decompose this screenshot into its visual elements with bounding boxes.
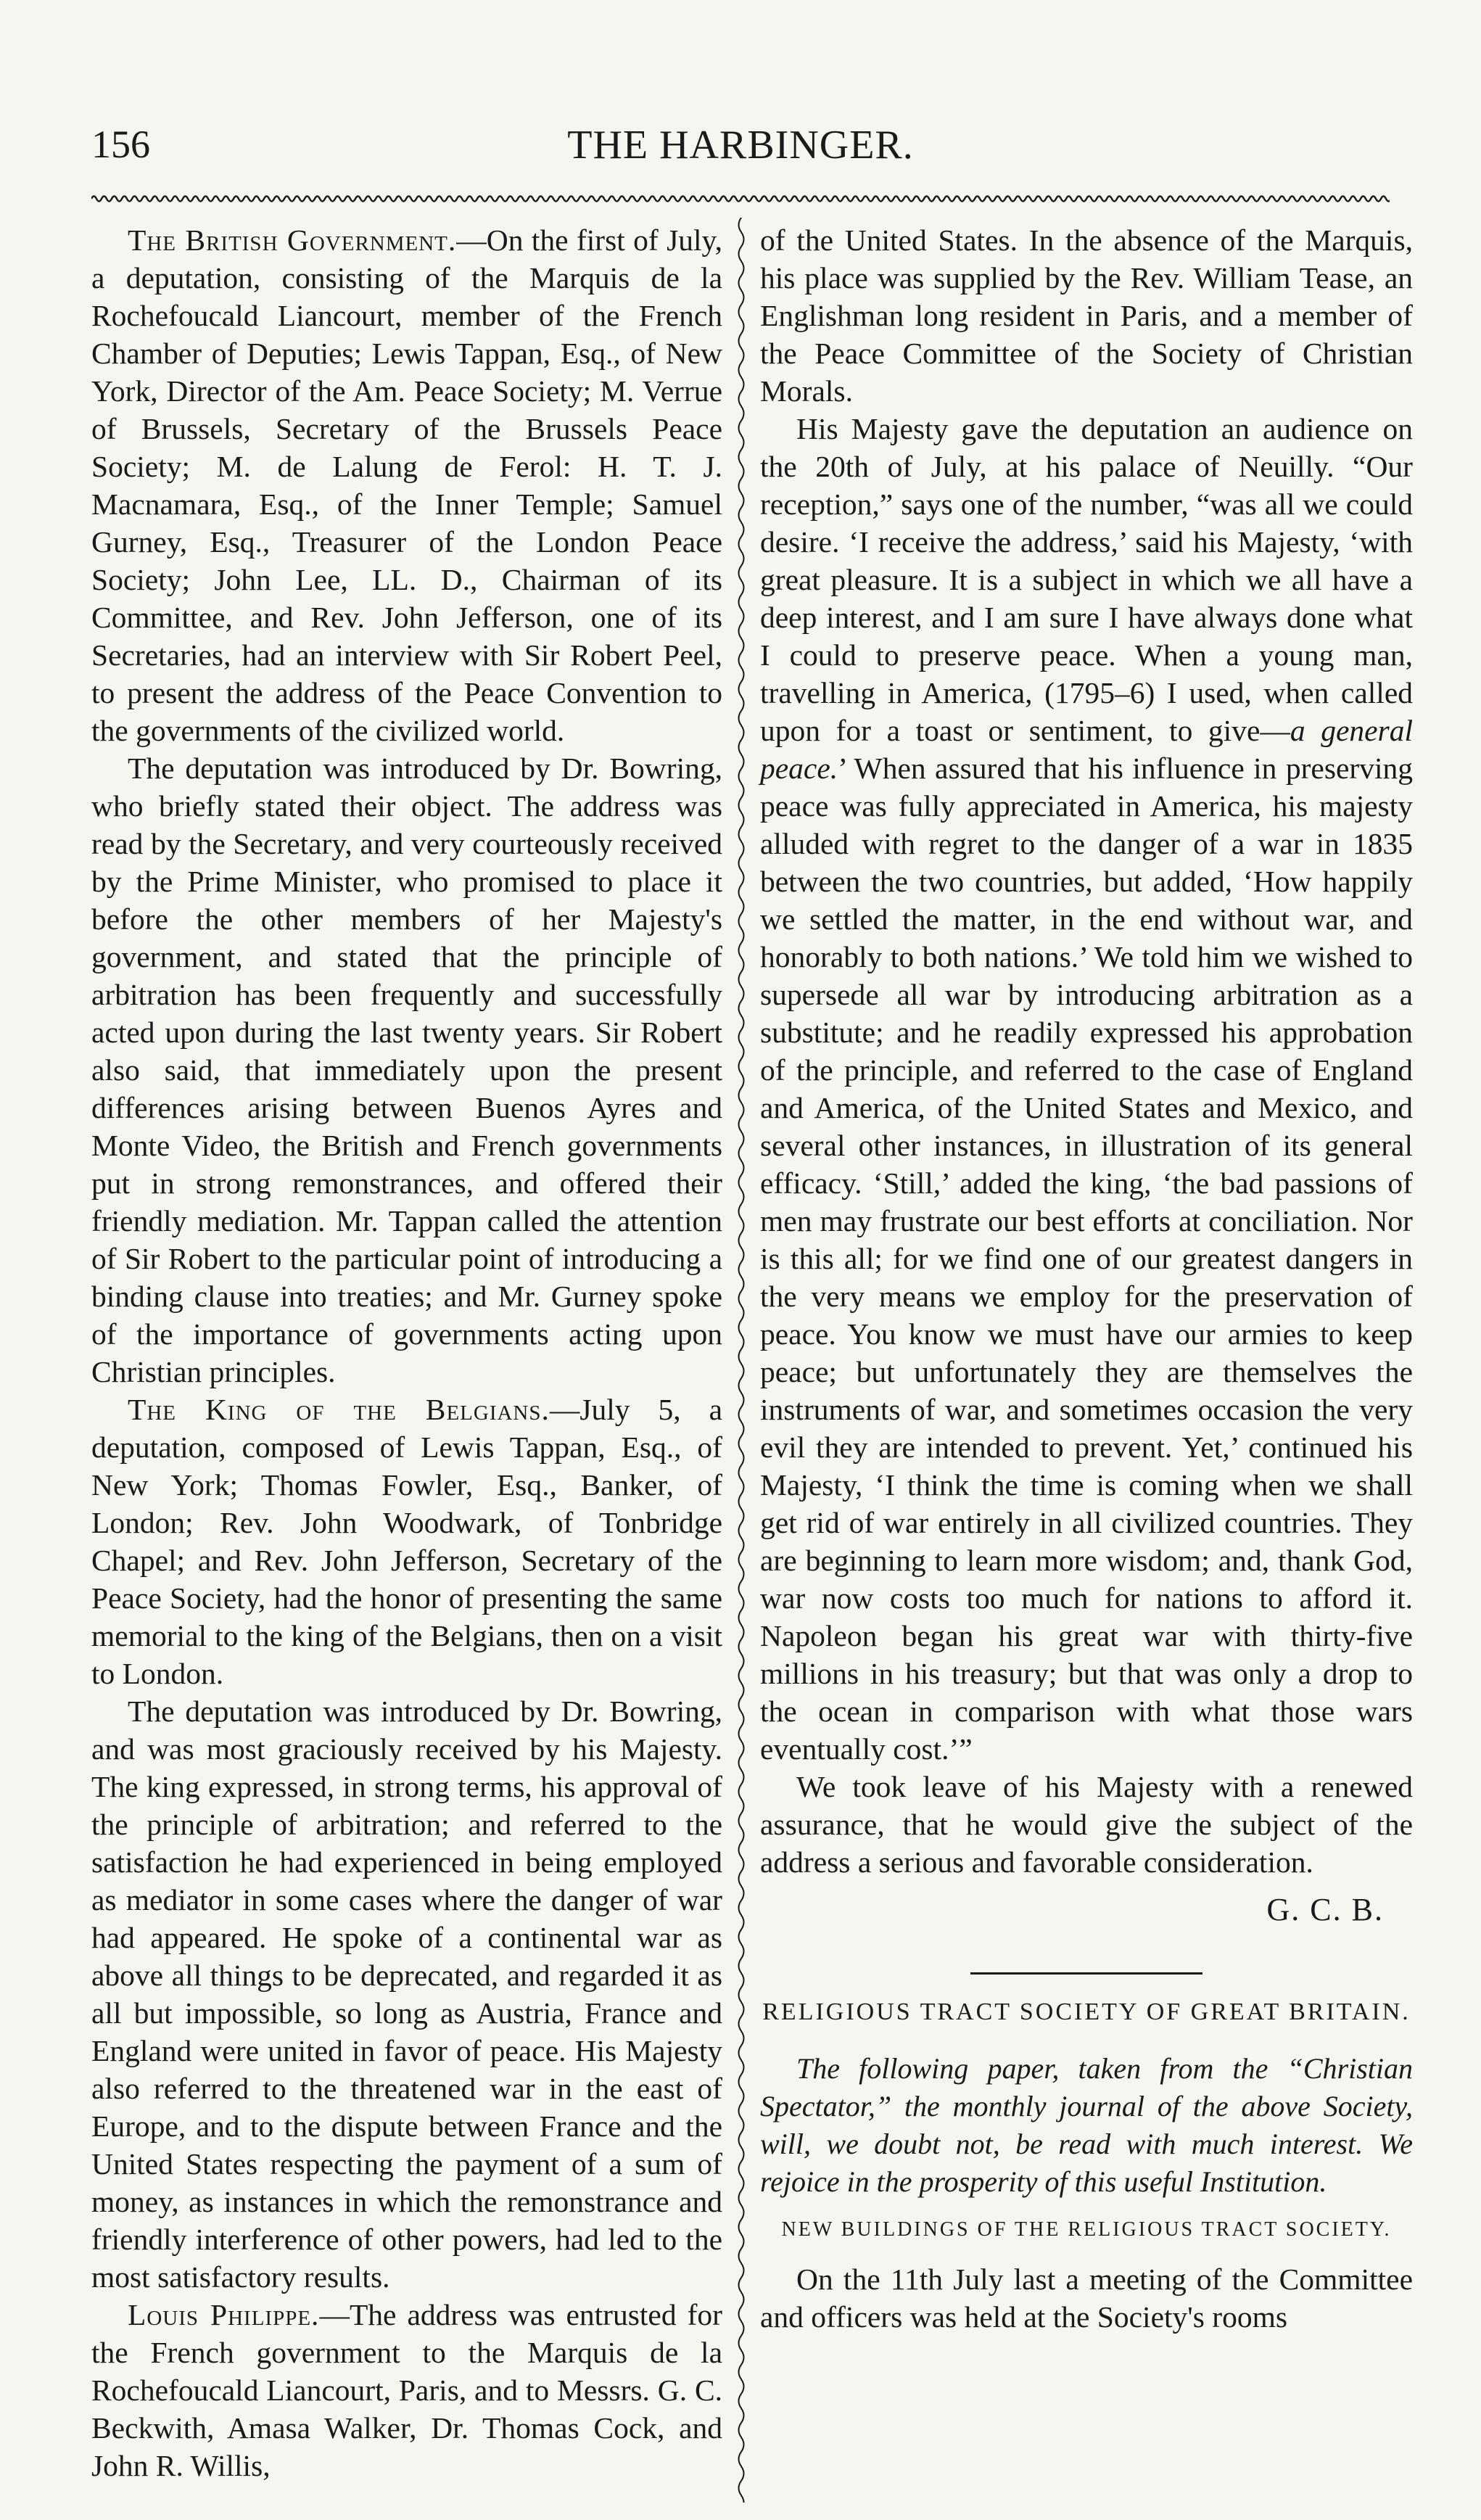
paragraph-meeting: On the 11th July last a meeting of the Committee and officers was held at the Society's rooms (760, 2262, 1413, 2334)
paragraph-text: —July 5, a deputation, composed of Lewis Tappan, Esq., of New York; Thomas Fowler, Esq., Banker, of London; Rev. John Woodwark, of Tonbridge Chapel; and Rev. John Jefferson, Secretary of the Peace Society, had the honor of presenting the same memorial to the king of the Belgians, then on a visit to London. (91, 1393, 723, 1690)
paragraph-deputation-king: The deputation was introduced by Dr. Bowring, and was most graciously received by his Majesty. The king expressed, in strong terms, his approval of the principle of arbitration; and referred to the satisfaction he had experienced in being employed as mediator in some cases where the danger of war had appeared. He spoke of a continental war as above all things to be deprecated, and regarded it as all but impossible, so long as Austria, France and England were united in favor of peace. His Majesty also referred to the threatened war in the east of Europe, and to the dispute between France and the United States respecting the payment of a sum of money, as instances in which the remonstrance and friendly interference of other powers, had led to the most satisfactory results. (91, 1695, 722, 2294)
sub-heading: NEW BUILDINGS OF THE RELIGIOUS TRACT SOCIETY. (781, 2218, 1392, 2241)
header-wavy-rule (91, 190, 1390, 207)
section-lead-british-government: The British Government. (128, 223, 457, 257)
paragraph-text: ’ When assured that his influence in preserving peace was fully appreciated in America, his majesty alluded with regret to the danger of a war in 1835 between the two countries, but added, ‘How happily we settled the matter, in the end without war, and honorably to both nations.’ We told him we wished to supersede all war by introducing arbitration as a substitute; and he readily expressed his approbation of the principle, and referred to the case of England and America, of the United States and Mexico, and several other instances, in illustration of its general efficacy. ‘Still,’ added the king, ‘the bad passions of men may frustrate our best efforts at conciliation. Nor is this all; for we find one of our greatest dangers in the very means we employ for the preservation of peace. You know we must have our armies to keep peace; but unfortunately they are themselves the instruments of war, and sometimes occasion the very evil they are intended to prevent. Yet,’ continued his Majesty, ‘I think the time is coming when we shall get rid of war entirely in all civilized countries. They are beginning to learn more wisdom; and, thank God, war now costs too much for nations to afford it. Napoleon began his great war with thirty-five millions in his treasury; but that was only a drop to the ocean in comparison with what those wars eventually cost.’” (760, 752, 1413, 1766)
intro-paragraph (760, 2050, 1413, 2201)
column-divider (733, 218, 750, 2503)
running-title: THE HARBINGER. (567, 123, 914, 168)
paragraph-audience (760, 410, 1413, 1768)
paragraph-british-government (91, 221, 722, 749)
paragraph-continued: of the United States. In the absence of the Marquis, his place was supplied by the Rev. William Tease, an Englishman long resident in Paris, and a member of the Peace Committee of the Society of Christian Morals. (760, 223, 1413, 408)
paragraph-king-belgians (91, 1391, 722, 1692)
intro-journal-title: Christian Spectator, (760, 2052, 1413, 2122)
right-column (760, 221, 1413, 2336)
emphasis-general-peace: a general peace. (760, 714, 1413, 785)
section-heading: RELIGIOUS TRACT SOCIETY OF GREAT BRITAIN. (762, 1998, 1411, 2025)
page-header (91, 122, 1390, 180)
section-lead-king-belgians: The King of the Belgians. (128, 1393, 550, 1426)
paragraph-took-leave: We took leave of his Majesty with a renewed assurance, that he would give the subject of the address a serious and favorable consideration. (760, 1770, 1413, 1879)
intro-text: ” the monthly journal of the above Society, will, we doubt not, be read with much interest. We rejoice in the prosperity of this useful Institution. (760, 2090, 1413, 2198)
signature: G. C. B. (1266, 1892, 1384, 1927)
paragraph-text: —The address was entrusted for the French government to the Marquis de la Rochefoucald Liancourt, Paris, and to Messrs. G. C. Beckwith, Amasa Walker, Dr. Thomas Cock, and John R. Willis, (91, 2298, 723, 2482)
section-rule (970, 1972, 1202, 1975)
paragraph-text: —On the first of July, a deputation, consisting of the Marquis de la Rochefoucald Liancourt, member of the French Chamber of Deputies; Lewis Tappan, Esq., of New York, Director of the Am. Peace Society; M. Verrue of Brussels, Secretary of the Brussels Peace Society; M. de Lalung de Ferol: H. T. J. Macnamara, Esq., of the Inner Temple; Samuel Gurney, Esq., Treasurer of the London Peace Society; John Lee, LL. D., Chairman of its Committee, and Rev. John Jefferson, one of its Secretaries, had an interview with Sir Robert Peel, to present the address of the Peace Convention to the governments of the civilized world. (91, 223, 722, 747)
section-lead-louis-philippe: Louis Philippe. (128, 2298, 320, 2331)
paragraph-text: His Majesty gave the deputation an audience on the 20th of July, at his palace of Neuilly. “Our reception,” says one of the number, “was all we could desire. ‘I receive the address,’ said his Majesty, ‘with great pleasure. It is a subject in which we all have a deep interest, and I am sure I have always done what I could to preserve peace. When a young man, travelling in America, (1795–6) I used, when called upon for a toast or sentiment, to give— (760, 412, 1413, 747)
intro-text: The following paper, taken from the “ (796, 2052, 1303, 2085)
paragraph-deputation-peel: The deputation was introduced by Dr. Bowring, who briefly stated their object. The address was read by the Secretary, and very courteously received by the Prime Minister, who promised to place it before the other members of her Majesty's government, and stated that the principle of arbitration has been frequently and successfully acted upon during the last twenty years. Sir Robert also said, that immediately upon the present differences arising between Buenos Ayres and Monte Video, the British and French governments put in strong remonstrances, and offered their friendly mediation. Mr. Tappan called the attention of Sir Robert to the particular point of introducing a binding clause into treaties; and Mr. Gurney spoke of the importance of governments acting upon Christian principles. (91, 752, 722, 1388)
page-number: 156 (91, 123, 150, 166)
paragraph-louis-philippe (91, 2296, 722, 2484)
left-column (91, 221, 722, 2484)
